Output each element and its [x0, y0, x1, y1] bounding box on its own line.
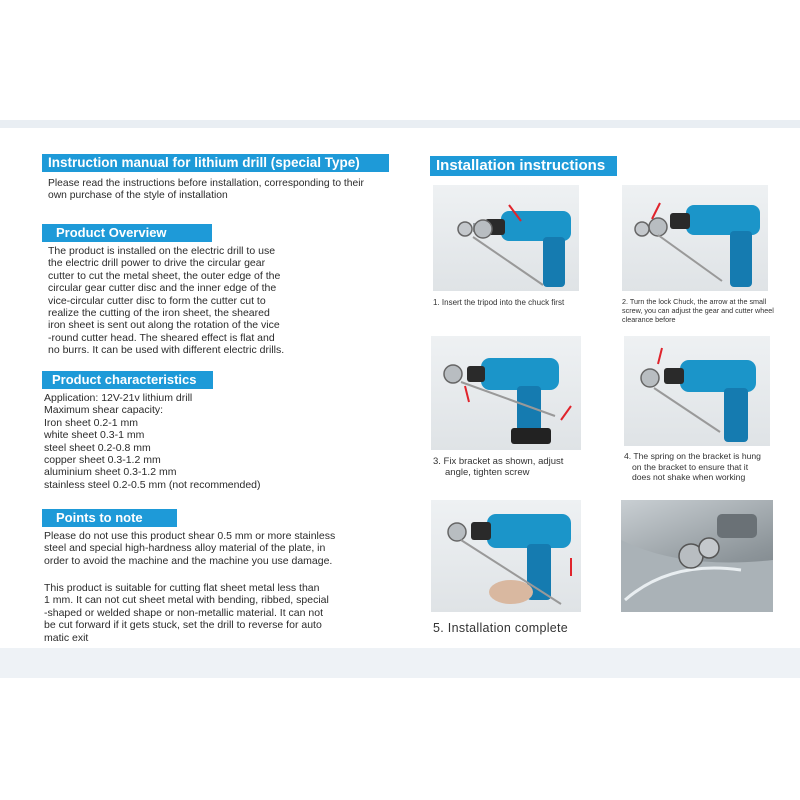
text-line: copper sheet 0.3-1.2 mm: [44, 454, 161, 467]
drill-illustration: [622, 185, 768, 291]
caption-line: screw, you can adjust the gear and cutter wheel: [622, 306, 774, 315]
step-3-caption: [433, 456, 563, 478]
notes-text-1: [44, 530, 335, 567]
text-line: the electric drill power to drive the circular gear: [48, 257, 266, 270]
text-line: matic exit: [44, 631, 89, 644]
text-line: steel and special high-hardness alloy material of the plate, in: [44, 542, 326, 555]
text-line: aluminium sheet 0.3-1.2 mm: [44, 466, 177, 479]
text-line: -shaped or welded shape or non-metallic material. It can not: [44, 606, 323, 619]
text-line: This product is suitable for cutting flat sheet metal less than: [44, 582, 320, 594]
text-line: no burrs. It can be used with different electric drills.: [48, 344, 285, 357]
text-line: circular gear cutter disc and the inner edge of the: [48, 282, 277, 295]
points-to-note-title: Points to note: [42, 509, 177, 527]
text-line: stainless steel 0.2-0.5 mm (not recommended): [44, 478, 261, 491]
drill-illustration: [433, 185, 579, 291]
step-4-caption: [624, 451, 761, 483]
caption-line: 2. Turn the lock Chuck, the arrow at the small: [622, 297, 767, 306]
caption-line: does not shake when working: [632, 472, 746, 482]
caption-line: on the bracket to ensure that it: [632, 461, 749, 472]
notes-text-2: [44, 582, 329, 644]
text-line: Application: 12V-21v lithium drill: [44, 392, 193, 404]
step-4-photo: [624, 336, 770, 446]
text-line: Please read the instructions before installation, corresponding to their: [48, 178, 364, 189]
overview-text: [48, 245, 284, 357]
text-line: be cut forward if it gets stuck, set the drill to reverse for auto: [44, 619, 322, 632]
text-line: The product is installed on the electric drill to use: [48, 245, 276, 257]
characteristics-text: [44, 392, 261, 491]
installation-instructions-title: Installation instructions: [430, 156, 617, 176]
step-1-photo: [433, 185, 579, 291]
text-line: cutter to cut the metal sheet, the outer edge of the: [48, 269, 281, 282]
text-line: -round cutter head. The sheared effect is flat and: [48, 331, 275, 344]
step-2-photo: [622, 185, 768, 291]
step-3-photo: [431, 336, 581, 450]
text-line: steel sheet 0.2-0.8 mm: [44, 441, 151, 454]
drill-illustration: [431, 500, 581, 612]
text-line: white sheet 0.3-1 mm: [44, 429, 145, 442]
text-line: Please do not use this product shear 0.5 mm or more stainless: [44, 530, 336, 542]
drill-illustration: [624, 336, 770, 446]
intro-text: [48, 178, 364, 203]
text-line: Maximum shear capacity:: [44, 404, 164, 417]
cutting-result-photo: [621, 500, 773, 612]
step-5-photo: [431, 500, 581, 612]
text-line: realize the cutting of the iron sheet, the sheared: [48, 307, 270, 320]
step-1-caption: [433, 298, 564, 308]
text-line: 1 mm. It can not cut sheet metal with bending, ribbed, special: [44, 594, 329, 607]
step-2-caption: [622, 297, 774, 324]
text-line: Iron sheet 0.2-1 mm: [44, 416, 138, 429]
bottom-band: [0, 648, 800, 678]
caption-line: clearance before: [622, 315, 676, 324]
text-line: own purchase of the style of installation: [48, 190, 228, 202]
product-characteristics-title: Product characteristics: [42, 371, 213, 389]
caption-line: 1. Insert the tripod into the chuck first: [433, 298, 565, 307]
sheet-cut-illustration: [621, 500, 773, 612]
drill-illustration: [431, 336, 581, 450]
manual-title: Instruction manual for lithium drill (special Type): [42, 154, 389, 172]
caption-line: 3. Fix bracket as shown, adjust: [433, 456, 564, 467]
top-band: [0, 120, 800, 128]
text-line: order to avoid the machine and the machine you use damage.: [44, 554, 333, 567]
caption-line: 4. The spring on the bracket is hung: [624, 451, 761, 461]
text-line: iron sheet is sent out along the rotation of the vice: [48, 319, 280, 332]
product-overview-title: Product Overview: [42, 224, 212, 242]
caption-line: 5. Installation complete: [433, 621, 569, 635]
text-line: vice-circular cutter disc to form the cutter cut to: [48, 294, 266, 307]
step-5-caption: [433, 621, 568, 635]
caption-line: angle, tighten screw: [445, 467, 530, 478]
